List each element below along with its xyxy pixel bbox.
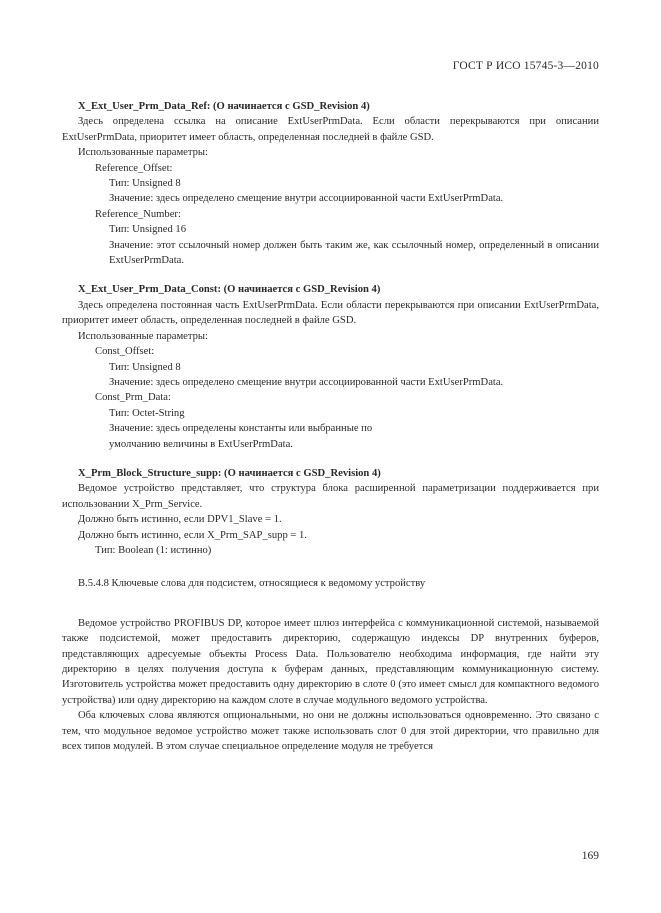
- standard-header: ГОСТ Р ИСО 15745-3—2010: [452, 60, 599, 72]
- param-value: Значение: этот ссылочный номер должен быть таким же, как ссылочный номер, определенный в описании ExtUserPrmData.: [109, 239, 599, 267]
- body-paragraph: Оба ключевых слова являются опциональными, но они не должны использоваться одновременно. Это связано с тем, что модульное ведомое устройство может также использовать слот 0 для этой директории, что правильно для всех типов модулей. В этом случае специальное определение модуля не требуется: [62, 710, 599, 753]
- body-paragraph: Ведомое устройство PROFIBUS DP, которое имеет шлюз интерфейса с коммуникационной системой, называемой также подсистемой, может предоставить директорию, содержащую индексы DP внутренних буферов, представляющих адресуемые объекты Process Data. Пользователю необходима информация, где найти эту директорию в целях получения доступа к буферам данных, представляющим коммуникационную систему. Изготовитель устройства может предоставить одну директорию в слоте 0 (это имеет смысл для компактного ведомого устройства) или одну директорию на каждом слоте в случае модульного ведомого устройства.: [62, 617, 599, 706]
- keyword-block-prm-data-ref: [62, 99, 599, 268]
- param-type: Тип: Boolean (1: истинно): [95, 544, 212, 556]
- keyword-description: Ведомое устройство представляет, что структура блока расширенной параметризации поддерживается при использовании X_Prm_Service.: [62, 483, 599, 510]
- section-heading: В.5.4.8 Ключевые слова для подсистем, относящиеся к ведомому устройству: [78, 578, 426, 590]
- param-name: Reference_Number:: [95, 208, 181, 220]
- keyword-description: Здесь определена постоянная часть ExtUserPrmData. Если области перекрываются при описании ExtUserPrmData, приоритет имеет область, определенная последней в файле GSD.: [62, 299, 599, 327]
- keyword-block-prm-data-const: [62, 282, 599, 451]
- params-label: Использованные параметры:: [78, 147, 208, 159]
- param-value: Значение: здесь определено смещение внутри ассоциированной части ExtUserPrmData.: [109, 376, 504, 388]
- keyword-title: X_Ext_User_Prm_Data_Const: (О начинается с GSD_Revision 4): [78, 284, 381, 296]
- params-label: Использованные параметры:: [78, 330, 208, 342]
- param-type: Тип: Octet-String: [109, 407, 185, 419]
- keyword-title: X_Ext_User_Prm_Data_Ref: (О начинается с GSD_Revision 4): [78, 101, 370, 112]
- param-name: Const_Prm_Data:: [95, 392, 171, 404]
- page-content: [62, 99, 599, 754]
- page-number: 169: [581, 850, 599, 862]
- param-name: Reference_Offset:: [95, 162, 173, 174]
- keyword-title: X_Prm_Block_Structure_supp: (О начинается с GSD_Revision 4): [78, 467, 381, 479]
- keyword-block-prm-block-structure: [62, 466, 599, 558]
- param-value: Значение: здесь определены константы или выбранные по умолчанию величины в ExtUserPrmData.: [109, 423, 373, 450]
- param-name: Const_Offset:: [95, 346, 155, 358]
- condition-line: Должно быть истинно, если X_Prm_SAP_supp = 1.: [78, 529, 307, 541]
- param-type: Тип: Unsigned 8: [109, 361, 181, 373]
- keyword-description: Здесь определена ссылка на описание ExtUserPrmData. Если области перекрываются при описании ExtUserPrmData, приоритет имеет область, определенная последней в файле GSD.: [62, 116, 599, 143]
- condition-line: Должно быть истинно, если DPV1_Slave = 1.: [78, 514, 282, 526]
- param-value: Значение: здесь определено смещение внутри ассоциированной части ExtUserPrmData.: [109, 193, 504, 205]
- param-type: Тип: Unsigned 8: [109, 178, 181, 190]
- param-type: Тип: Unsigned 16: [109, 224, 186, 236]
